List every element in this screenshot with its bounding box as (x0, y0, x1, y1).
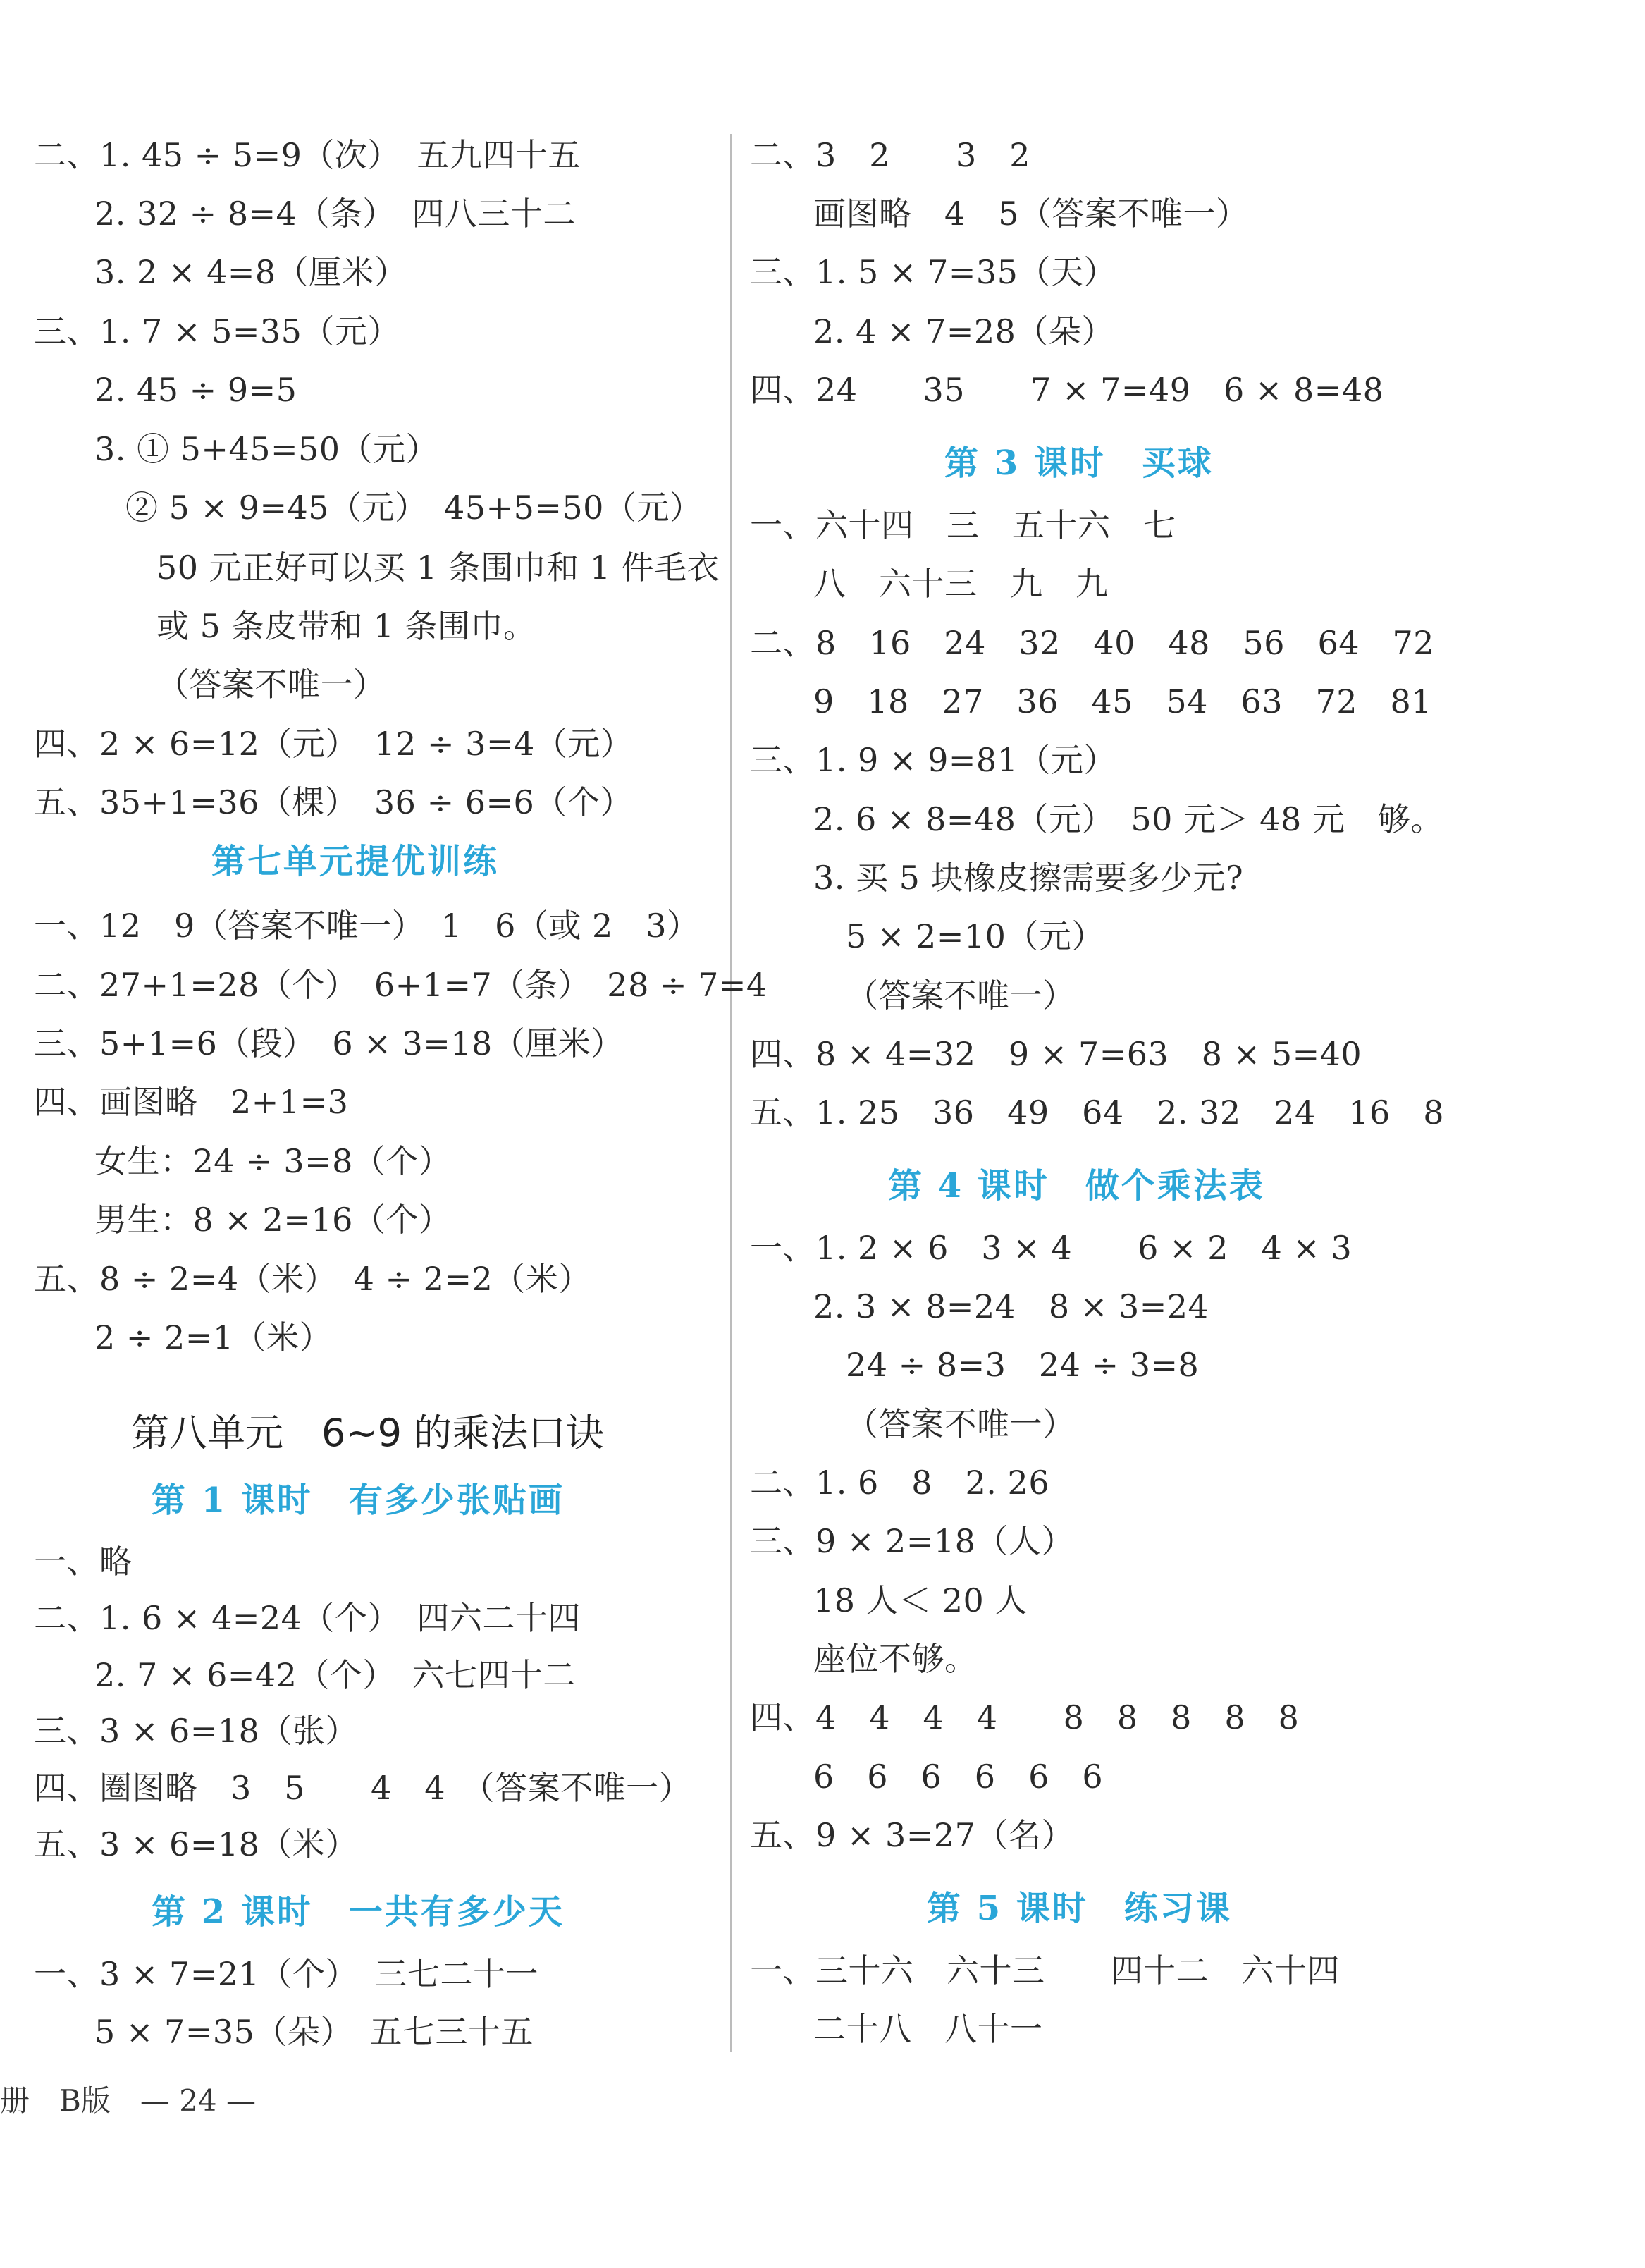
answer-line: （答案不唯一） (156, 666, 386, 704)
answer-line: 2 ÷ 2=1（米） (94, 1318, 333, 1356)
answer-line: ② 5 × 9=45（元） 45+5=50（元） (125, 489, 703, 527)
answer-line: 四、2 × 6=12（元） 12 ÷ 3=4（元） (34, 725, 634, 763)
answer-line: 二、1. 6 8 2. 26 (750, 1464, 1050, 1502)
unit-heading: 第八单元 6~9 的乘法口诀 (131, 1411, 605, 1455)
answer-line: 一、1. 2 × 6 3 × 4 6 × 2 4 × 3 (750, 1229, 1353, 1267)
answer-line: 2. 4 × 7=28（朵） (813, 312, 1114, 350)
answer-line: 四、画图略 2+1=3 (34, 1083, 349, 1121)
answer-line: 二、27+1=28（个） 6+1=7（条） 28 ÷ 7=4 (34, 966, 768, 1004)
answer-line: 座位不够。 (813, 1640, 978, 1678)
answer-line: 三、3 × 6=18（张） (34, 1712, 358, 1750)
answer-line: 或 5 条皮带和 1 条围巾。 (156, 607, 536, 645)
answer-line: 2. 32 ÷ 8=4（条） 四八三十二 (94, 195, 576, 233)
answer-line: 一、三十六 六十三 四十二 六十四 (750, 1951, 1340, 1990)
answer-line: 三、1. 9 × 9=81（元） (750, 741, 1116, 779)
answer-line: 18 人＜ 20 人 (813, 1581, 1028, 1619)
answer-line: 三、1. 7 × 5=35（元） (34, 312, 400, 350)
section-heading: 第 1 课时 有多少张贴画 (152, 1481, 565, 1520)
answer-line: 二、1. 6 × 4=24（个） 四六二十四 (34, 1599, 581, 1637)
answer-line: 女生：24 ÷ 3=8（个） (94, 1142, 452, 1180)
answer-line: 一、略 (34, 1543, 133, 1581)
answer-line: 四、4 4 4 4 8 8 8 8 8 (750, 1698, 1300, 1736)
answer-line: 五、1. 25 36 49 64 2. 32 24 16 8 (750, 1093, 1445, 1132)
answer-line: 二十八 八十一 (813, 2010, 1043, 2048)
answer-line: 2. 3 × 8=24 8 × 3=24 (813, 1287, 1209, 1325)
answer-line: 三、1. 5 × 7=35（天） (750, 253, 1116, 291)
answer-line: 八 六十三 九 九 (813, 565, 1109, 603)
answer-line: 二、3 2 3 2 (750, 136, 1031, 174)
answer-line: 5 × 2=10（元） (846, 917, 1104, 955)
answer-line: 3. 买 5 块橡皮擦需要多少元? (813, 859, 1244, 897)
answer-line: 五、8 ÷ 2=4（米） 4 ÷ 2=2（米） (34, 1260, 591, 1298)
answer-line: 二、1. 45 ÷ 5=9（次） 五九四十五 (34, 136, 581, 174)
answer-line: 2. 7 × 6=42（个） 六七四十二 (94, 1656, 576, 1694)
answer-line: 3. ① 5+45=50（元） (94, 430, 439, 468)
answer-line: 9 18 27 36 45 54 63 72 81 (813, 682, 1433, 721)
answer-line: （答案不唯一） (846, 976, 1076, 1015)
answer-line: 2. 6 × 8=48（元） 50 元＞ 48 元 够。 (813, 800, 1443, 838)
section-heading: 第 2 课时 一共有多少天 (152, 1892, 565, 1932)
answer-line: 男生：8 × 2=16（个） (94, 1201, 452, 1239)
section-heading: 第 5 课时 练习课 (927, 1889, 1232, 1928)
answer-line: 3. 2 × 4=8（厘米） (94, 253, 407, 291)
answer-line: 一、3 × 7=21（个） 三七二十一 (34, 1955, 538, 1993)
answer-line: 一、12 9（答案不唯一） 1 6（或 2 3） (34, 907, 700, 945)
answer-line: 6 6 6 6 6 6 (813, 1758, 1104, 1796)
answer-line: 2. 45 ÷ 9=5 (94, 371, 297, 409)
answer-line: 五、35+1=36（棵） 36 ÷ 6=6（个） (34, 783, 633, 821)
answer-line: 五、3 × 6=18（米） (34, 1825, 358, 1863)
answer-line: 四、8 × 4=32 9 × 7=63 8 × 5=40 (750, 1035, 1362, 1073)
answer-line: 四、圈图略 3 5 4 4 （答案不唯一） (34, 1769, 692, 1807)
answer-line: 五、9 × 3=27（名） (750, 1816, 1074, 1854)
answer-line: 三、9 × 2=18（人） (750, 1522, 1074, 1560)
section-heading: 第 3 课时 买球 (944, 443, 1214, 483)
page-footer: 册 B版 — 24 — (0, 2083, 257, 2118)
answer-line: 画图略 4 5（答案不唯一） (813, 195, 1249, 233)
answer-line: 三、5+1=6（段） 6 × 3=18（厘米） (34, 1024, 624, 1062)
answer-line: 50 元正好可以买 1 条围巾和 1 件毛衣 (156, 548, 720, 587)
section-heading: 第七单元提优训练 (211, 842, 500, 881)
section-heading: 第 4 课时 做个乘法表 (888, 1166, 1265, 1206)
answer-line: 5 × 7=35（朵） 五七三十五 (94, 2013, 534, 2051)
answer-line: 四、24 35 7 × 7=49 6 × 8=48 (750, 371, 1384, 409)
answer-line: 24 ÷ 8=3 24 ÷ 3=8 (846, 1346, 1200, 1384)
column-divider (730, 134, 732, 2052)
answer-line: （答案不唯一） (846, 1405, 1076, 1443)
answer-line: 一、六十四 三 五十六 七 (750, 506, 1176, 544)
answer-line: 二、8 16 24 32 40 48 56 64 72 (750, 624, 1435, 662)
